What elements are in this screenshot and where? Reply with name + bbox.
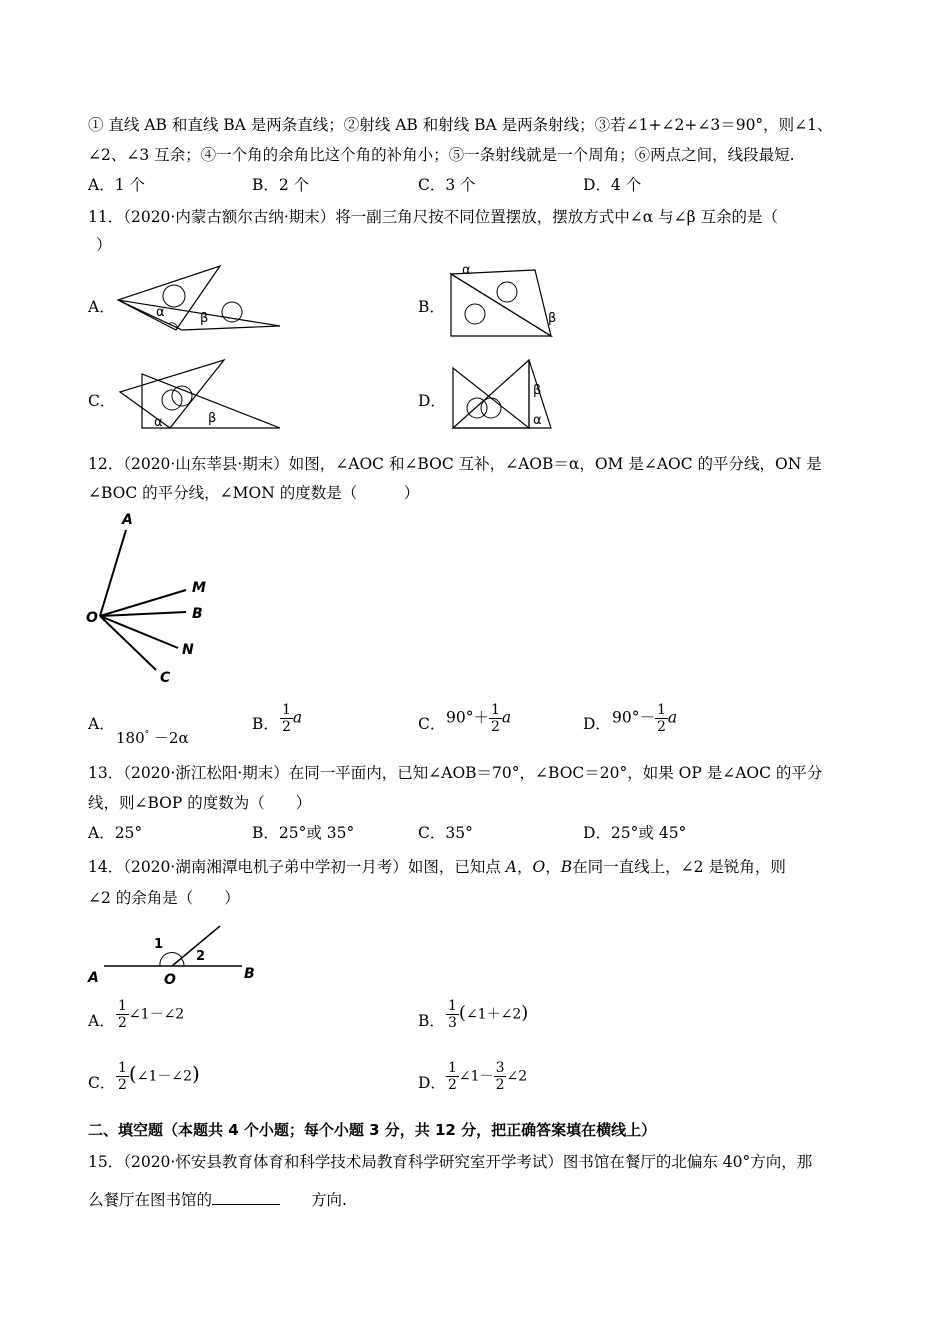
q13-option-d[interactable]: D．25°或 45° (583, 824, 687, 842)
q11-stem-line1: 11．（2020·内蒙古额尔古纳·期末）将一副三角尺按不同位置摆放，摆放方式中∠α 与∠β 互余的是（ (88, 208, 779, 226)
q10-option-b[interactable]: B．2 个 (252, 176, 310, 194)
q11-figure-c (112, 356, 287, 432)
q11-option-c-label[interactable]: C． (88, 392, 116, 410)
q12-fig-label-o: O (86, 610, 98, 626)
q14-option-d-label[interactable]: D． (418, 1074, 446, 1092)
q12-figure (82, 508, 222, 690)
q11-figure-a (112, 262, 287, 334)
q14-d-den2: 2 (495, 1077, 505, 1093)
q14-a-num: 1 (118, 998, 127, 1014)
q14-stem-line1: 14．（2020·湖南湘潭电机子弟中学初一月考）如图，已知点 A，O，B在同一直线上，∠2 是锐角，则 (88, 858, 786, 876)
q14-a-angle1: ∠1 (128, 1006, 150, 1023)
q14-stem-pre: 14．（2020·湖南湘潭电机子弟中学初一月考）如图，已知点 (88, 858, 501, 876)
q14-point-o: O (532, 858, 546, 876)
q10-option-c[interactable]: C．3 个 (418, 176, 476, 194)
q12-stem-line1: 12．（2020·山东莘县·期末）如图，∠AOC 和∠BOC 互补，∠AOB＝α，OM 是∠AOC 的平分线，ON 是 (88, 455, 822, 473)
q10-statement-line2: ∠2、∠3 互余；④一个角的余角比这个角的补角小；⑤一条射线就是一个周角；⑥两点之间，线段最短. (88, 146, 795, 164)
q12-option-a-label[interactable]: A． (88, 715, 115, 733)
q10-option-d[interactable]: D．4 个 (583, 176, 642, 194)
q14-fig-angle2: 2 (196, 949, 206, 964)
q13-option-c[interactable]: C．35° (418, 824, 473, 842)
q14-point-b: B (560, 858, 573, 876)
q11-stem-line2: ） (96, 236, 112, 254)
q15-stem-line2 (88, 1189, 347, 1211)
q12-fig-label-m: M (192, 580, 206, 596)
q14-fig-label-b: B (244, 966, 255, 982)
q14-a-minus: － (149, 1006, 164, 1023)
q12-c-alpha: a (501, 708, 512, 727)
section-2-title: 二、填空题（本题共 4 个小题；每个小题 3 分，共 12 分，把正确答案填在横线上） (88, 1121, 657, 1139)
q14-fig-angle1: 1 (154, 937, 164, 952)
q12-c-num: 1 (490, 702, 500, 718)
q12-option-a-rest: －2α (153, 729, 189, 747)
q11-d-alpha: α (533, 413, 542, 428)
q12-b-num: 1 (282, 702, 291, 718)
q11-option-a-label[interactable]: A． (88, 298, 115, 316)
q14-fig-label-o: O (164, 972, 176, 988)
q11-a-alpha: α (156, 305, 165, 320)
q12-option-c-label[interactable]: C． (418, 715, 446, 733)
q12-fig-label-b: B (192, 606, 203, 622)
q14-d-angle1: ∠1 (458, 1068, 480, 1085)
q14-stem-post: 在同一直线上，∠2 是锐角，则 (572, 858, 786, 876)
q11-a-beta: β (200, 311, 209, 326)
q12-fig-label-c: C (160, 670, 171, 686)
q11-option-b-label[interactable]: B． (418, 298, 445, 316)
q11-c-alpha: α (154, 415, 163, 430)
q12-option-d-label[interactable]: D． (583, 715, 611, 733)
q13-option-a[interactable]: A．25° (88, 824, 143, 842)
q12-option-a-value[interactable]: 180° －2α (116, 729, 189, 747)
q12-d-num: 1 (656, 702, 666, 718)
q11-c-beta: β (208, 411, 217, 426)
q14-option-a-value[interactable] (116, 998, 184, 1031)
q11-d-beta: β (533, 383, 542, 398)
q14-a-angle2: ∠2 (163, 1006, 185, 1023)
q14-fig-label-a: A (88, 970, 99, 986)
q15-answer-blank[interactable] (212, 1190, 280, 1205)
q14-b-plus: ＋ (486, 1006, 501, 1023)
q11-option-d-label[interactable]: D． (418, 392, 446, 410)
q12-c-pre: 90°＋ (446, 708, 489, 727)
q14-point-a: A (505, 858, 517, 876)
q12-option-b-value[interactable] (280, 702, 302, 735)
q10-statement-line1: ① 直线 AB 和直线 BA 是两条直线；②射线 AB 和射线 BA 是两条射线；③若∠1+∠2+∠3＝90°，则∠1、 (88, 116, 833, 134)
q14-figure (82, 912, 272, 990)
q14-c-num: 1 (118, 1060, 127, 1076)
q12-stem-line2: ∠BOC 的平分线，∠MON 的度数是（ ） (88, 484, 420, 502)
q12-c-den: 2 (490, 719, 500, 735)
q11-figure-b (445, 262, 565, 338)
q14-option-d-value[interactable] (446, 1060, 527, 1093)
q12-option-b-label[interactable]: B． (252, 715, 279, 733)
q14-option-a-label[interactable]: A． (88, 1012, 115, 1030)
q14-c-angle1: ∠1 (136, 1068, 158, 1085)
q15-stem-post: 方向. (311, 1191, 347, 1209)
q14-d-minus: － (479, 1068, 494, 1085)
q15-stem-line1: 15．（2020·怀安县教育体育和科学技术局教育科学研究室开学考试）图书馆在餐厅的北偏东 40°方向，那 (88, 1153, 813, 1171)
q12-option-d-value[interactable] (612, 702, 677, 735)
q14-b-angle1: ∠1 (465, 1006, 487, 1023)
q14-option-c-value[interactable]: $\frac{1}{2}$ (∠1－∠2) (118, 1060, 200, 1093)
q14-stem-line2: ∠2 的余角是（ ） (88, 889, 240, 907)
q14-c-angle2: ∠2 (171, 1068, 193, 1085)
q14-option-b-value[interactable]: $\frac{1}{3}$ (∠1＋∠2) (448, 998, 529, 1031)
q14-option-b-label[interactable]: B． (418, 1012, 445, 1030)
q12-b-alpha: a (292, 708, 303, 727)
q14-b-angle2: ∠2 (500, 1006, 522, 1023)
q13-stem-line1: 13．（2020·浙江松阳·期末）在同一平面内，已知∠AOB＝70°，∠BOC＝20°，如果 OP 是∠AOC 的平分 (88, 764, 823, 782)
q13-option-b[interactable]: B．25°或 35° (252, 824, 355, 842)
q13-stem-line2: 线，则∠BOP 的度数为（ ） (88, 794, 312, 812)
q12-option-a-main: 180 (116, 729, 145, 747)
q14-c-minus: － (157, 1068, 172, 1085)
q12-option-c-value[interactable] (446, 702, 511, 735)
q12-d-den: 2 (656, 719, 666, 735)
q14-b-den: 3 (448, 1015, 457, 1031)
q12-d-alpha: a (667, 708, 678, 727)
q14-b-num: 1 (448, 998, 457, 1014)
q14-option-c-label[interactable]: C． (88, 1074, 116, 1092)
q14-d-num1: 1 (448, 1060, 457, 1076)
q14-a-den: 2 (118, 1015, 127, 1031)
q15-stem-pre: 么餐厅在图书馆的 (88, 1191, 213, 1209)
q12-d-pre: 90°－ (612, 708, 655, 727)
q12-fig-label-a: A (122, 512, 133, 528)
q11-b-beta: β (548, 311, 557, 326)
q11-b-alpha: α (462, 263, 471, 278)
q11-figure-d (445, 356, 565, 432)
q10-option-a[interactable]: A．1 个 (88, 176, 145, 194)
q14-d-den1: 2 (448, 1077, 457, 1093)
q14-d-num2: 3 (495, 1060, 505, 1076)
q14-c-den: 2 (118, 1077, 127, 1093)
q12-fig-label-n: N (182, 642, 194, 658)
q12-b-den: 2 (282, 719, 291, 735)
q14-d-angle2: ∠2 (506, 1068, 528, 1085)
